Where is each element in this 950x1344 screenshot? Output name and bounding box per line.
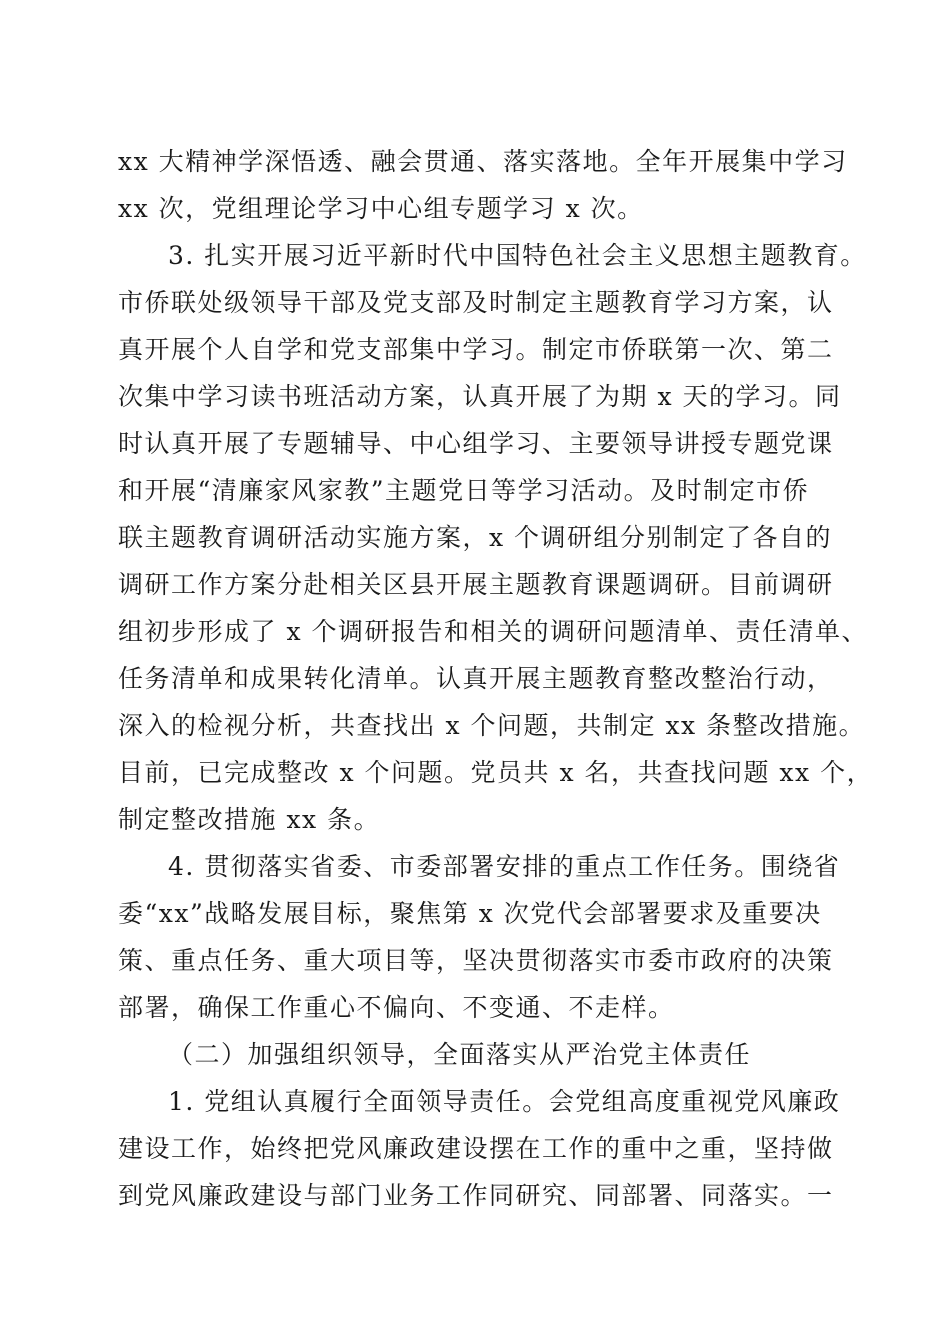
paragraph-line: 3. 扎实开展习近平新时代中国特色社会主义思想主题教育。 bbox=[168, 241, 867, 270]
paragraph-line: 市侨联处级领导干部及党支部及时制定主题教育学习方案，认 bbox=[118, 288, 834, 317]
paragraph-line: 调研工作方案分赴相关区县开展主题教育课题调研。目前调研 bbox=[118, 570, 834, 599]
paragraph-line: 深入的检视分析，共查找出 x 个问题，共制定 xx 条整改措施。 bbox=[118, 711, 866, 740]
paragraph-line: 次集中学习读书班活动方案，认真开展了为期 x 天的学习。同 bbox=[118, 382, 842, 411]
paragraph-line: 策、重点任务、重大项目等，坚决贯彻落实市委市政府的决策 bbox=[118, 946, 834, 975]
paragraph-line: 部署，确保工作重心不偏向、不变通、不走样。 bbox=[118, 993, 675, 1022]
paragraph-line: 时认真开展了专题辅导、中心组学习、主要领导讲授专题党课 bbox=[118, 429, 834, 458]
paragraph-line: 和开展“清廉家风家教”主题党日等学习活动。及时制定市侨 bbox=[118, 476, 810, 505]
section-heading: （二）加强组织领导，全面落实从严治党主体责任 bbox=[168, 1040, 752, 1069]
paragraph-line: 到党风廉政建设与部门业务工作同研究、同部署、同落实。一 bbox=[118, 1181, 834, 1210]
paragraph-line: xx 大精神学深悟透、融会贯通、落实落地。全年开展集中学习 bbox=[118, 147, 848, 176]
paragraph-line: 真开展个人自学和党支部集中学习。制定市侨联第一次、第二 bbox=[118, 335, 834, 364]
paragraph-line: 1. 党组认真履行全面领导责任。会党组高度重视党风廉政 bbox=[168, 1087, 841, 1116]
paragraph-line: 目前，已完成整改 x 个问题。党员共 x 名，共查找问题 xx 个， bbox=[118, 758, 874, 787]
paragraph-line: 联主题教育调研活动实施方案，x 个调研组分别制定了各自的 bbox=[118, 523, 833, 552]
paragraph-line: 4. 贯彻落实省委、市委部署安排的重点工作任务。围绕省 bbox=[168, 852, 841, 881]
paragraph-line: 任务清单和成果转化清单。认真开展主题教育整改整治行动， bbox=[118, 664, 834, 693]
paragraph-line: 制定整改措施 xx 条。 bbox=[118, 805, 381, 834]
paragraph-line: 组初步形成了 x 个调研报告和相关的调研问题清单、责任清单、 bbox=[118, 617, 868, 646]
paragraph-line: xx 次，党组理论学习中心组专题学习 x 次。 bbox=[118, 194, 644, 223]
paragraph-line: 建设工作，始终把党风廉政建设摆在工作的重中之重，坚持做 bbox=[118, 1134, 834, 1163]
paragraph-line: 委“xx”战略发展目标，聚焦第 x 次党代会部署要求及重要决 bbox=[118, 899, 822, 928]
